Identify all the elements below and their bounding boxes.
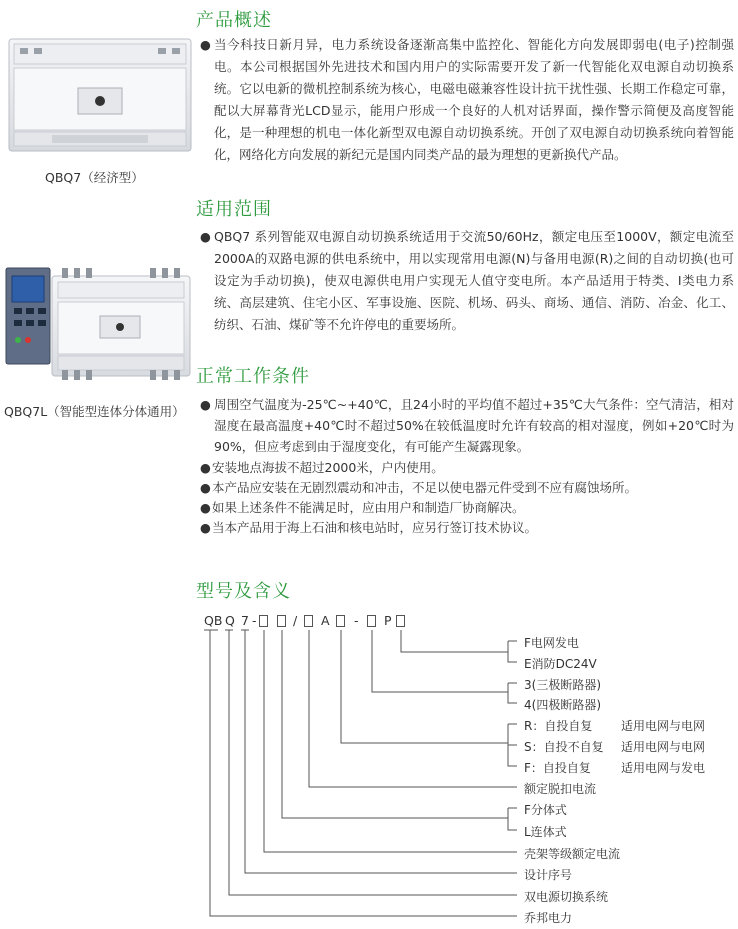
- code-char-slash: /: [293, 613, 298, 628]
- conditions-item: ●安装地点海拔不超过2000米，户内使用。: [200, 458, 444, 478]
- label-f-use: 适用电网与发电: [621, 761, 706, 775]
- bullet-icon: ●: [200, 520, 211, 535]
- model-title: 型号及含义: [196, 581, 291, 602]
- label-f-grid: F电网发电: [524, 636, 579, 650]
- conditions-item: ●本产品应安装在无剧烈震动和冲击，不足以使电器元件受到不应有腐蚀场所。: [200, 478, 637, 498]
- bullet-icon: ●: [200, 480, 211, 495]
- bullet-icon: ●: [200, 229, 211, 244]
- conditions-item: ●如果上述条件不能满足时，应由用户和制造厂协商解决。: [200, 498, 525, 518]
- bullet-icon: ●: [200, 460, 211, 475]
- code-char-dash2: -: [354, 613, 359, 628]
- label-brand: 乔邦电力: [524, 911, 573, 925]
- bullet-icon: ●: [200, 37, 211, 52]
- conditions-title: 正常工作条件: [196, 366, 310, 387]
- label-r-mode: R：自投自复: [524, 719, 593, 733]
- label-switch-system: 双电源切换系统: [524, 890, 609, 904]
- conditions-first-text: 周围空气温度为-25℃~+40℃，且24小时的平均值不超过+35℃大气条件：空气清洁，相对湿度在最高温度+40℃时不超过50%在较低温度时允许有较高的相对湿度，例如+20℃时为90%，但应考虑到由于湿度变化，有可能产生凝露现象。: [214, 397, 734, 454]
- conditions-item: ●当本产品用于海上石油和核电站时，应另行签订技术协议。: [200, 518, 537, 538]
- label-frame-current: 壳架等级额定电流: [524, 847, 621, 861]
- code-char-a: A: [321, 613, 330, 628]
- label-split: F分体式: [524, 803, 567, 817]
- label-trip-current: 额定脱扣电流: [524, 782, 597, 796]
- label-4-pole: 4(四极断路器): [524, 698, 601, 712]
- code-char-q: Q: [225, 613, 235, 628]
- label-s-use: 适用电网与电网: [621, 740, 706, 754]
- label-s-mode: S：自投不自复: [524, 740, 604, 754]
- label-r-use: 适用电网与电网: [621, 719, 706, 733]
- label-f-mode: F：自投自复: [524, 761, 591, 775]
- code-char-p: P: [384, 613, 392, 628]
- code-char-dash: -: [252, 613, 257, 628]
- code-char-7: 7: [241, 613, 249, 628]
- label-3-pole: 3(三极断路器): [524, 678, 601, 692]
- scope-text: QBQ7 系列智能双电源自动切换系统适用于交流50/60Hz，额定电压至1000V，额定电流至2000A的双路电源的供电系统中，用以实现常用电源(N)与备用电源(R)之间的自动切换(也可设定为手动切换)，使双电源供电用户实现无人值守变电所。本产品适用于特类、Ⅰ类电力系统、高层建筑、住宅小区、军事设施、医院、机场、码头、商场、通信、消防、冶金、化工、纺织、石油、煤矿等不允许停电的重要场所。: [214, 229, 734, 332]
- scope-title: 适用范围: [196, 199, 272, 220]
- bullet-icon: ●: [200, 500, 211, 515]
- overview-text: 当今科技日新月异，电力系统设备逐渐高集中监控化、智能化方向发展即弱电(电子)控制强电。本公司根据国外先进技术和国内用户的实际需要开发了新一代智能化双电源自动切换系统。它以电新的微机控制系统为核心，电磁电磁兼容性设计抗干扰性强、长期工作稳定可靠，配以大屏幕背光LCD显示，能用户形成一个良好的人机对话界面，操作警示简便及高度智能化，是一种理想的机电一体化新型双电源自动切换系统。开创了双电源自动切换系统向着智能化，网络化方向发展的新纪元是国内同类产品的最为理想的更新换代产品。: [214, 37, 734, 162]
- product-caption-qbq7l: QBQ7L（智能型连体分体通用）: [4, 404, 185, 419]
- bullet-icon: ●: [200, 397, 211, 412]
- label-e-fire: E消防DC24V: [524, 657, 597, 671]
- label-design-number: 设计序号: [524, 868, 573, 882]
- product-caption-qbq7: QBQ7（经济型）: [45, 170, 144, 185]
- overview-title: 产品概述: [196, 10, 272, 31]
- label-joined: L连体式: [524, 825, 567, 839]
- code-char-qb: QB: [204, 613, 223, 628]
